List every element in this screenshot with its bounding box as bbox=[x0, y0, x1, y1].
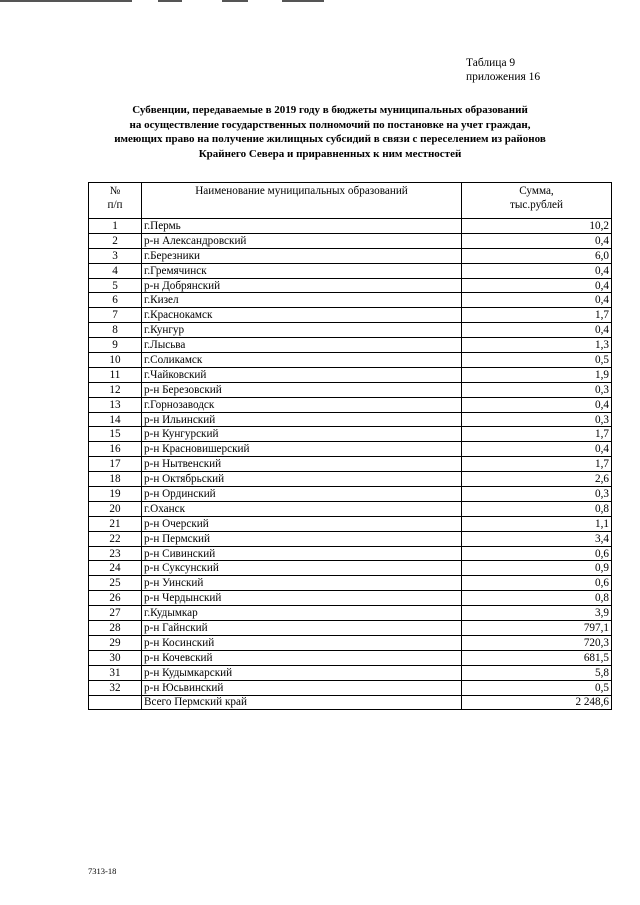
municipality-name: г.Кизел bbox=[142, 293, 462, 308]
row-number bbox=[89, 695, 142, 710]
scan-mark bbox=[158, 0, 182, 2]
subsidy-amount: 0,4 bbox=[462, 233, 612, 248]
document-title bbox=[60, 103, 600, 161]
table-row bbox=[89, 591, 612, 606]
row-number: 20 bbox=[89, 501, 142, 516]
header-number: № п/п bbox=[89, 183, 142, 219]
subsidy-amount: 0,3 bbox=[462, 487, 612, 502]
appendix-number: приложения 16 bbox=[466, 71, 541, 83]
row-number: 3 bbox=[89, 248, 142, 263]
table-row bbox=[89, 635, 612, 650]
municipality-name: г.Соликамск bbox=[142, 353, 462, 368]
row-number: 19 bbox=[89, 487, 142, 502]
municipality-name: р-н Александровский bbox=[142, 233, 462, 248]
municipality-name: р-н Суксунский bbox=[142, 561, 462, 576]
title-line: имеющих право на получение жилищных субсидий в связи с переселением из районов bbox=[114, 133, 546, 146]
subsidy-amount: 1,3 bbox=[462, 338, 612, 353]
table-row bbox=[89, 680, 612, 695]
row-number: 24 bbox=[89, 561, 142, 576]
municipality-name: г.Краснокамск bbox=[142, 308, 462, 323]
scan-artifact-marks bbox=[0, 0, 640, 4]
municipality-name: г.Березники bbox=[142, 248, 462, 263]
subsidy-amount: 1,9 bbox=[462, 367, 612, 382]
table-row bbox=[89, 308, 612, 323]
scan-mark bbox=[222, 0, 248, 2]
municipality-name: г.Горнозаводск bbox=[142, 397, 462, 412]
subsidy-amount: 3,9 bbox=[462, 606, 612, 621]
municipality-name: р-н Нытвенский bbox=[142, 457, 462, 472]
row-number: 11 bbox=[89, 367, 142, 382]
table-row bbox=[89, 353, 612, 368]
title-line: на осуществление государственных полномочий по постановке на учет граждан, bbox=[129, 118, 531, 131]
subsidy-amount: 5,8 bbox=[462, 665, 612, 680]
table-row bbox=[89, 412, 612, 427]
table-reference bbox=[466, 56, 540, 84]
total-row bbox=[89, 695, 612, 710]
municipality-name: г.Гремячинск bbox=[142, 263, 462, 278]
row-number: 2 bbox=[89, 233, 142, 248]
subsidy-amount: 1,7 bbox=[462, 427, 612, 442]
table-row bbox=[89, 427, 612, 442]
subsidy-amount: 0,3 bbox=[462, 412, 612, 427]
subsidy-amount: 0,5 bbox=[462, 353, 612, 368]
row-number: 21 bbox=[89, 516, 142, 531]
table-row bbox=[89, 576, 612, 591]
subsidy-amount: 0,3 bbox=[462, 382, 612, 397]
subsidy-amount: 0,6 bbox=[462, 576, 612, 591]
subsidy-amount: 0,9 bbox=[462, 561, 612, 576]
header-name: Наименование муниципальных образований bbox=[142, 183, 462, 219]
table-row bbox=[89, 367, 612, 382]
subsidy-amount: 0,5 bbox=[462, 680, 612, 695]
table-row bbox=[89, 501, 612, 516]
subsidy-amount: 681,5 bbox=[462, 650, 612, 665]
row-number: 18 bbox=[89, 472, 142, 487]
table-header-row bbox=[89, 183, 612, 219]
subsidy-amount: 0,4 bbox=[462, 397, 612, 412]
row-number: 27 bbox=[89, 606, 142, 621]
table-row bbox=[89, 263, 612, 278]
row-number: 17 bbox=[89, 457, 142, 472]
row-number: 32 bbox=[89, 680, 142, 695]
table-row bbox=[89, 457, 612, 472]
subsidy-amount: 10,2 bbox=[462, 219, 612, 234]
header-amount: Сумма, тыс.рублей bbox=[462, 183, 612, 219]
municipality-name: р-н Октябрьский bbox=[142, 472, 462, 487]
subsidy-amount: 2 248,6 bbox=[462, 695, 612, 710]
table-row bbox=[89, 219, 612, 234]
municipality-name: р-н Красновишерский bbox=[142, 442, 462, 457]
row-number: 9 bbox=[89, 338, 142, 353]
municipality-name: г.Кунгур bbox=[142, 323, 462, 338]
table-row bbox=[89, 397, 612, 412]
row-number: 25 bbox=[89, 576, 142, 591]
table-row bbox=[89, 546, 612, 561]
row-number: 10 bbox=[89, 353, 142, 368]
row-number: 12 bbox=[89, 382, 142, 397]
row-number: 26 bbox=[89, 591, 142, 606]
municipality-name: р-н Ординский bbox=[142, 487, 462, 502]
municipality-name: г.Оханск bbox=[142, 501, 462, 516]
municipality-name: р-н Уинский bbox=[142, 576, 462, 591]
municipality-name: р-н Гайнский bbox=[142, 621, 462, 636]
row-number: 13 bbox=[89, 397, 142, 412]
subsidy-amount: 2,6 bbox=[462, 472, 612, 487]
municipality-name: р-н Березовский bbox=[142, 382, 462, 397]
subsidy-amount: 0,4 bbox=[462, 278, 612, 293]
municipality-name: г.Чайковский bbox=[142, 367, 462, 382]
row-number: 31 bbox=[89, 665, 142, 680]
title-line: Крайнего Севера и приравненных к ним местностей bbox=[198, 147, 462, 160]
municipality-name: р-н Юсьвинский bbox=[142, 680, 462, 695]
subsidy-amount: 1,1 bbox=[462, 516, 612, 531]
subsidy-amount: 0,8 bbox=[462, 501, 612, 516]
subsidy-amount: 0,6 bbox=[462, 546, 612, 561]
subsidy-amount: 0,4 bbox=[462, 323, 612, 338]
scan-mark bbox=[282, 0, 324, 2]
municipality-name: Всего Пермский край bbox=[142, 695, 462, 710]
subsidy-amount: 0,4 bbox=[462, 442, 612, 457]
table-row bbox=[89, 531, 612, 546]
subsidy-amount: 0,4 bbox=[462, 263, 612, 278]
table-row bbox=[89, 650, 612, 665]
document-code: 7313-18 bbox=[88, 866, 117, 876]
title-line: Субвенции, передаваемые в 2019 году в бюджеты муниципальных образований bbox=[132, 104, 528, 116]
subsidy-amount: 0,4 bbox=[462, 293, 612, 308]
municipality-name: г.Пермь bbox=[142, 219, 462, 234]
table-row bbox=[89, 382, 612, 397]
row-number: 1 bbox=[89, 219, 142, 234]
row-number: 7 bbox=[89, 308, 142, 323]
subsidy-amount: 720,3 bbox=[462, 635, 612, 650]
municipality-name: р-н Очерский bbox=[142, 516, 462, 531]
row-number: 28 bbox=[89, 621, 142, 636]
table-row bbox=[89, 323, 612, 338]
subsidy-amount: 6,0 bbox=[462, 248, 612, 263]
table-row bbox=[89, 561, 612, 576]
table-row bbox=[89, 293, 612, 308]
table-body bbox=[89, 219, 612, 710]
table-row bbox=[89, 472, 612, 487]
table-row bbox=[89, 606, 612, 621]
table-row bbox=[89, 442, 612, 457]
table-row bbox=[89, 487, 612, 502]
row-number: 16 bbox=[89, 442, 142, 457]
table-row bbox=[89, 278, 612, 293]
subsidy-amount: 1,7 bbox=[462, 308, 612, 323]
row-number: 8 bbox=[89, 323, 142, 338]
municipality-name: г.Кудымкар bbox=[142, 606, 462, 621]
row-number: 6 bbox=[89, 293, 142, 308]
municipality-name: р-н Косинский bbox=[142, 635, 462, 650]
scan-mark bbox=[0, 0, 132, 2]
municipality-name: р-н Добрянский bbox=[142, 278, 462, 293]
row-number: 5 bbox=[89, 278, 142, 293]
row-number: 29 bbox=[89, 635, 142, 650]
municipality-name: р-н Кудымкарский bbox=[142, 665, 462, 680]
municipality-name: р-н Кунгурский bbox=[142, 427, 462, 442]
row-number: 30 bbox=[89, 650, 142, 665]
table-row bbox=[89, 516, 612, 531]
row-number: 22 bbox=[89, 531, 142, 546]
table-row bbox=[89, 621, 612, 636]
subsidy-amount: 0,8 bbox=[462, 591, 612, 606]
table-number: Таблица 9 bbox=[466, 57, 516, 69]
table-row bbox=[89, 665, 612, 680]
municipality-name: р-н Чердынский bbox=[142, 591, 462, 606]
table-row bbox=[89, 338, 612, 353]
municipality-name: г.Лысьва bbox=[142, 338, 462, 353]
subsidy-amount: 797,1 bbox=[462, 621, 612, 636]
row-number: 4 bbox=[89, 263, 142, 278]
row-number: 23 bbox=[89, 546, 142, 561]
subsidy-table bbox=[88, 182, 612, 710]
subsidy-amount: 3,4 bbox=[462, 531, 612, 546]
table-row bbox=[89, 248, 612, 263]
municipality-name: р-н Кочевский bbox=[142, 650, 462, 665]
municipality-name: р-н Ильинский bbox=[142, 412, 462, 427]
subsidy-amount: 1,7 bbox=[462, 457, 612, 472]
row-number: 15 bbox=[89, 427, 142, 442]
municipality-name: р-н Сивинский bbox=[142, 546, 462, 561]
municipality-name: р-н Пермский bbox=[142, 531, 462, 546]
row-number: 14 bbox=[89, 412, 142, 427]
table-row bbox=[89, 233, 612, 248]
